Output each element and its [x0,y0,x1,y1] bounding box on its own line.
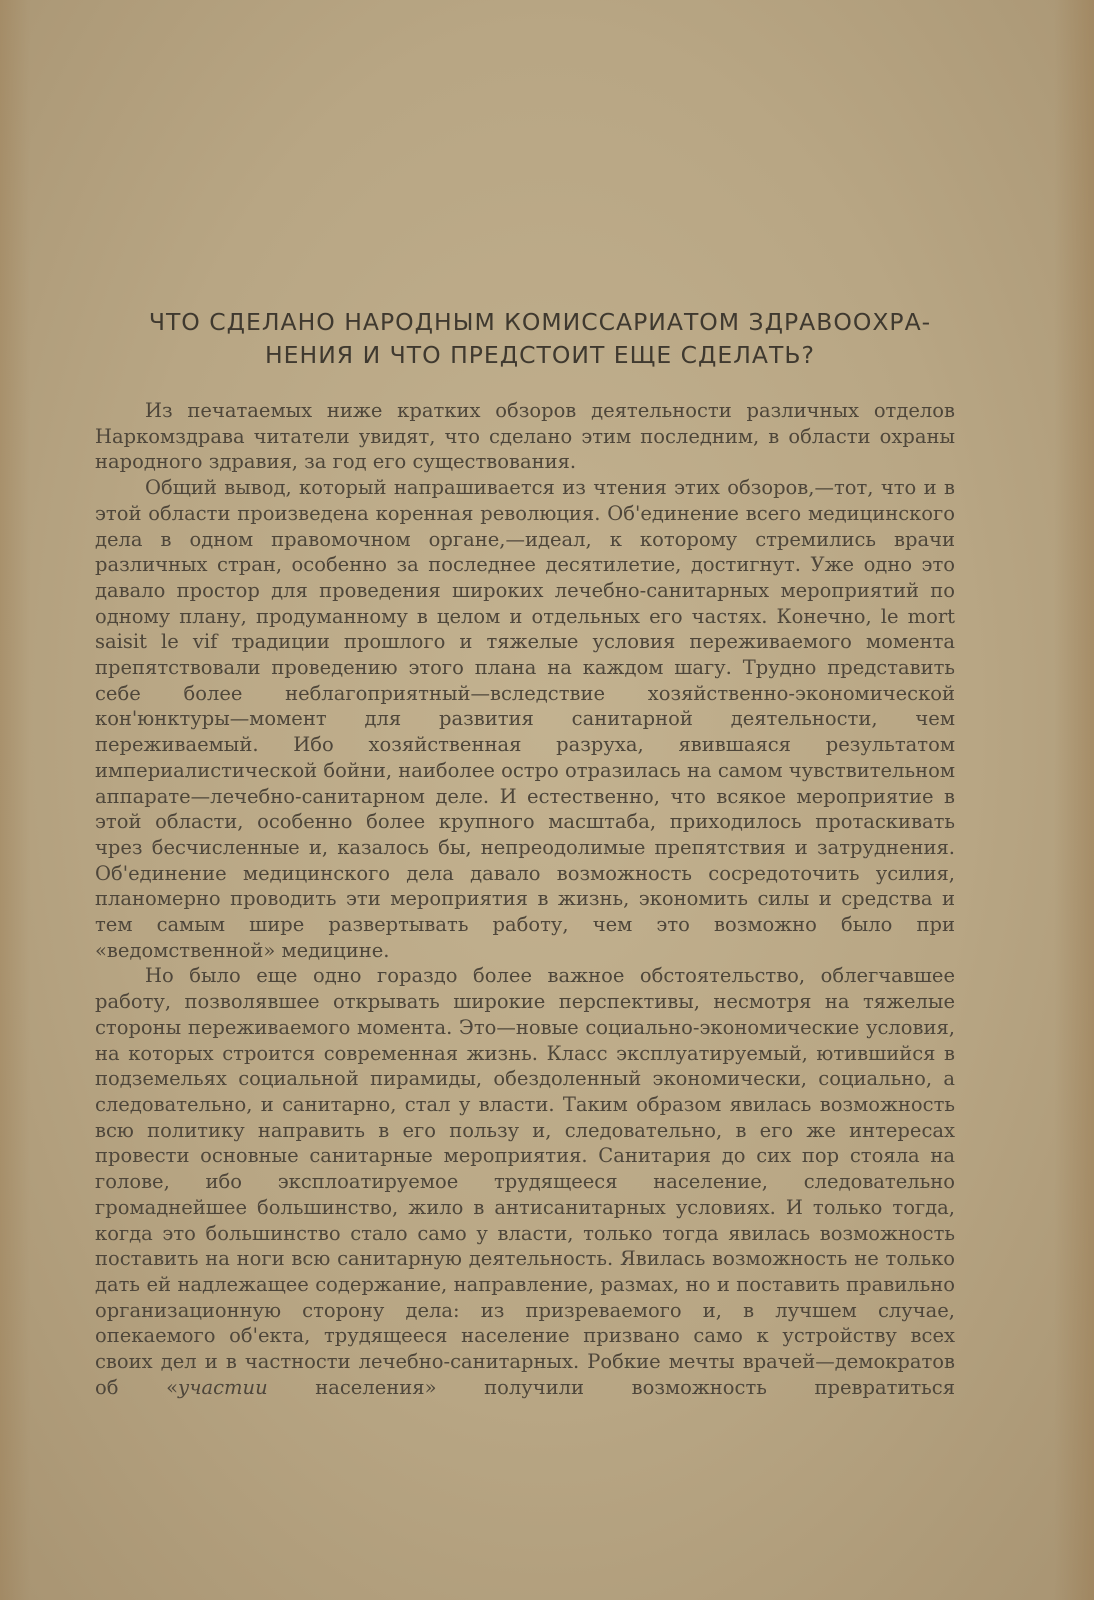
page-edge-shadow-right [1054,0,1094,1600]
paragraph-3-emphasis: участии [178,1375,268,1399]
page-edge-shadow-left [0,0,30,1600]
article-body [95,398,955,1400]
paragraph-1: Из печатаемых ниже кратких обзоров деятельности различных отделов Наркомздрава читатели увидят, что сделано этим последним, в области охраны народного здравия, за год его существования. [95,399,955,474]
paragraph-2: Общий вывод, который напрашивается из чтения этих обзоров,—тот, что и в этой области произведена коренная революция. Об'единение всего медицинского дела в одном правомочном органе,—идеал, к которому стремились врачи различных стран, особенно за последнее десятилетие, достигнут. Уже одно это давало простор для проведения широких лечебно-санитарных мероприятий по одному плану, продуманному в целом и отдельных его частях. Конечно, le mort saisit le vif традиции прошлого и тяжелые условия переживаемого момента препятствовали проведению этого плана на каждом шагу. Трудно представить себе более неблагоприятный—вследствие хозяйственно-экономической кон'юнктуры—момент для развития санитарной деятельности, чем переживаемый. Ибо хозяйственная разруха, явившаяся результатом империалистической бойни, наиболее остро отразилась на самом чувствительном аппарате—лечебно-санитарном деле. И естественно, что всякое мероприятие в этой области, особенно более крупного масштаба, приходилось протаскивать чрез бесчисленные и, казалось бы, непреодолимые препятствия и затруднения. Об'единение медицинского дела давало возможность сосредоточить усилия, планомерно проводить эти мероприятия в жизнь, экономить силы и средства и тем самым шире развертывать работу, чем это возможно было при «ведомственной» медицине. [95,476,955,962]
paragraph-3-text: Но было еще одно гораздо более важное обстоятельство, облегчавшее работу, позволявшее открывать широкие перспективы, несмотря на тяжелые стороны переживаемого момента. Это—новые социально-экономические условия, на которых строится современная жизнь. Класс эксплуатируемый, ютившийся в подземельях социальной пирамиды, обездоленный экономически, социально, а следовательно, и санитарно, стал у власти. Таким образом явилась возможность всю политику направить в его пользу и, следовательно, в его же интересах провести основные санитарные мероприятия. Санитария до сих пор стояла на голове, ибо эксплоатируемое трудящееся население, следовательно громаднейшее большинство, жило в антисанитарных условиях. И только тогда, когда это большинство стало само у власти, только тогда явилась возможность поставить на ноги всю санитарную деятельность. Явилась возможность не только дать ей надлежащее содержание, направление, размах, но и поставить правильно организационную сторону дела: из призреваемого и, в лучшем случае, опекаемого об'екта, трудящееся население призвано само к устройству всех своих дел и в частности лечебно-санитарных. Робкие мечты врачей—демократов об « [95,964,955,1399]
heading-line-2: НЕНИЯ И ЧТО ПРЕДСТОИТ ЕЩЕ СДЕЛАТЬ? [265,341,815,369]
article-heading [100,306,980,372]
heading-line-1: ЧТО СДЕЛАНО НАРОДНЫМ КОМИССАРИАТОМ ЗДРАВООХРА- [148,308,932,336]
paragraph-3 [95,963,955,1400]
paragraph-3-tail: населения» получили возможность превратиться [267,1375,955,1399]
